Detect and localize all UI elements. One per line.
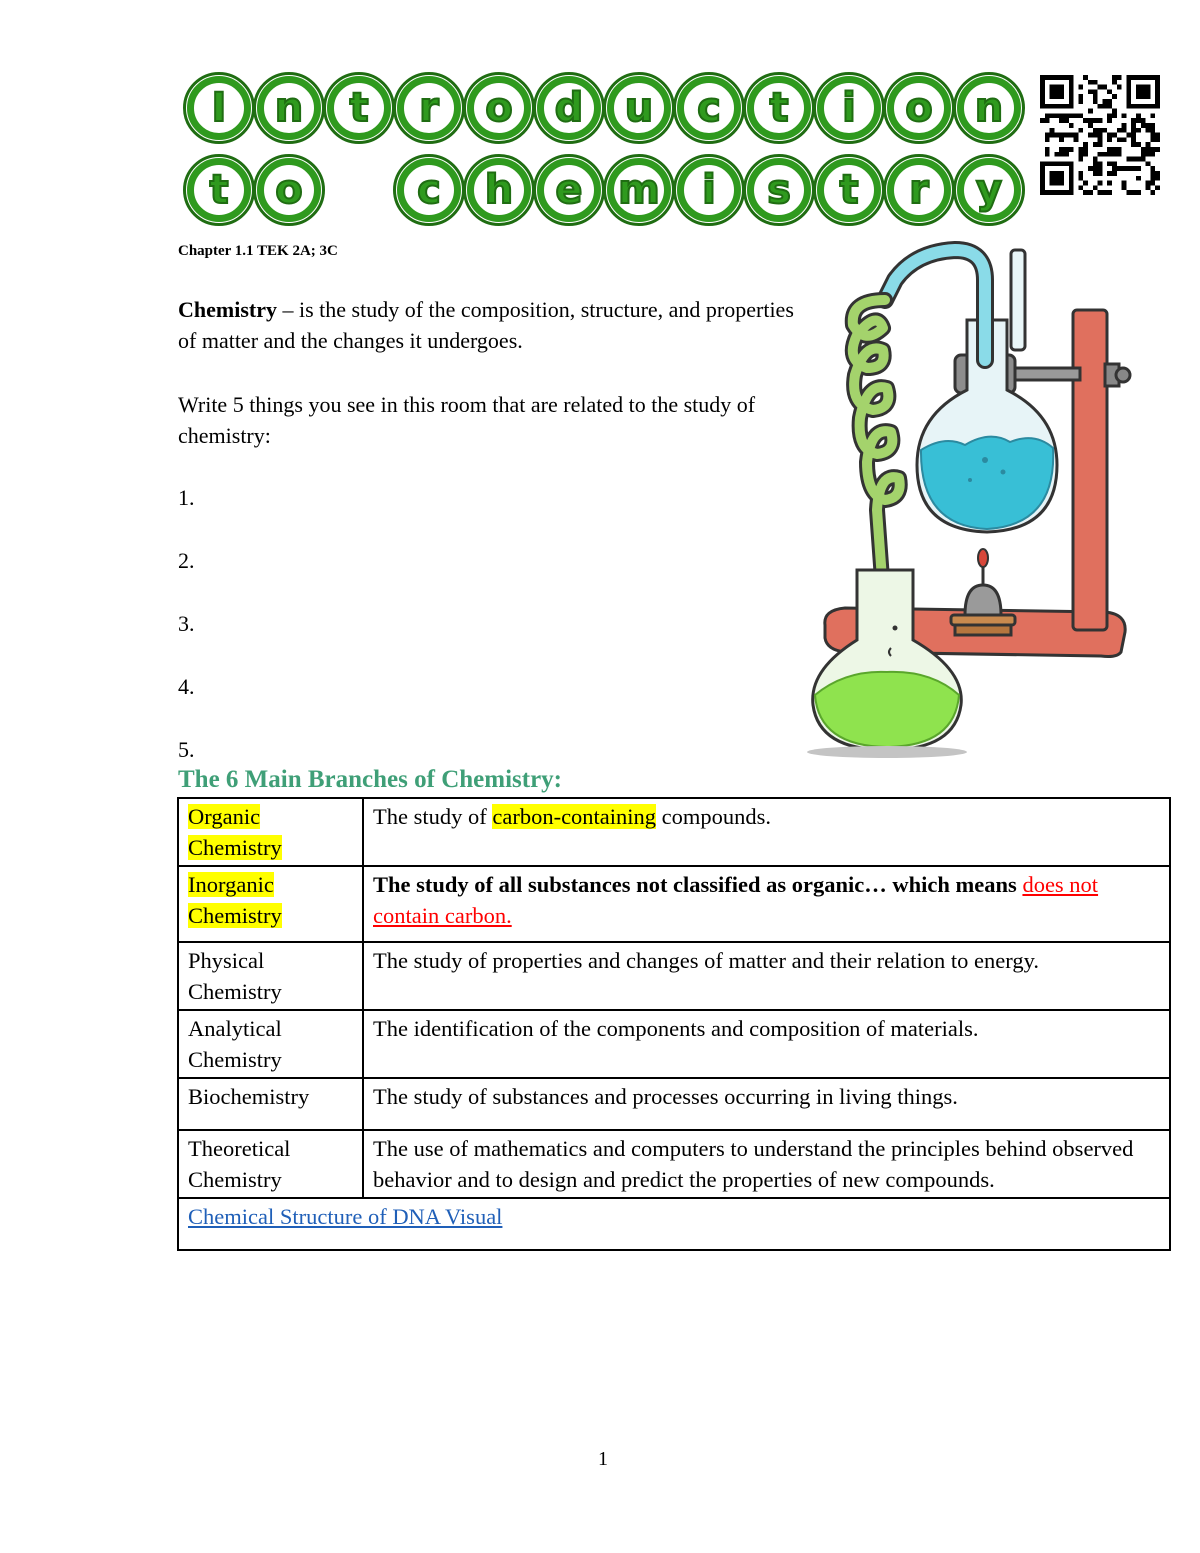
branch-desc-cell — [363, 942, 1170, 1010]
table-row — [178, 1198, 1170, 1250]
branch-name: Theoretical Chemistry — [188, 1136, 291, 1192]
branch-name: Organic Chemistry — [188, 804, 282, 860]
table-row — [178, 942, 1170, 1010]
branch-desc: The study of all substances not classified as organic… which means — [373, 872, 1023, 897]
room-prompt: Write 5 things you see in this room that are related to the study of chemistry: — [178, 392, 756, 448]
branch-desc-cell — [363, 1078, 1170, 1130]
table-row — [178, 798, 1170, 866]
title-letter: t — [323, 72, 395, 144]
qr-code-icon[interactable] — [1040, 75, 1160, 195]
chapter-label: Chapter 1.1 TEK 2A; 3C — [178, 243, 338, 259]
branch-desc: The study of properties and changes of matter and their relation to energy. — [373, 948, 1040, 973]
title-letter: o — [463, 72, 535, 144]
branch-name: Physical Chemistry — [188, 948, 282, 1004]
title-letter: c — [393, 154, 465, 226]
branch-name-cell — [178, 798, 363, 866]
list-number: 1. — [178, 485, 195, 510]
list-number: 4. — [178, 674, 195, 699]
branch-name-cell — [178, 866, 363, 942]
title-letter: i — [673, 154, 745, 226]
branch-desc-end: compounds. — [656, 804, 772, 829]
branch-name-cell — [178, 1130, 363, 1198]
title-letter: h — [463, 154, 535, 226]
list-number: 3. — [178, 611, 195, 636]
title-letter: n — [253, 72, 325, 144]
branch-desc-cell — [363, 798, 1170, 866]
title-letter: o — [253, 154, 325, 226]
title-line-2 — [183, 154, 1023, 226]
title-letter: t — [813, 154, 885, 226]
definition-text: – is the study of the composition, structure, and properties of matter and the changes it undergoes. — [178, 297, 794, 353]
page-number: 1 — [598, 1448, 608, 1470]
title-letter: t — [743, 72, 815, 144]
link-cell — [178, 1198, 1170, 1250]
branch-desc: The study of — [373, 804, 493, 829]
branch-name: Analytical Chemistry — [188, 1016, 282, 1072]
red-emphasis-text: does not contain carbon. — [373, 872, 1099, 928]
dna-visual-link[interactable]: Chemical Structure of DNA Visual — [188, 1204, 503, 1229]
title-letter: d — [533, 72, 605, 144]
branch-name: Biochemistry — [188, 1084, 310, 1109]
branches-table — [177, 797, 1171, 1251]
title-letter: m — [603, 154, 675, 226]
chemistry-definition — [178, 294, 798, 356]
branch-name-cell — [178, 942, 363, 1010]
branch-name: Inorganic Chemistry — [188, 872, 282, 928]
list-number: 5. — [178, 737, 195, 762]
title-letter: t — [183, 154, 255, 226]
title-space — [323, 154, 395, 226]
branch-name-cell — [178, 1078, 363, 1130]
table-row — [178, 1078, 1170, 1130]
table-row — [178, 1010, 1170, 1078]
branch-desc: The use of mathematics and computers to understand the principles behind observed behavior and to design and predict the properties of new compounds. — [373, 1136, 1134, 1192]
title-letter: r — [883, 154, 955, 226]
title-letter: s — [743, 154, 815, 226]
title-letter: n — [953, 72, 1025, 144]
branch-desc: The identification of the components and composition of materials. — [373, 1016, 979, 1041]
definition-term: Chemistry — [178, 297, 277, 322]
branch-name-cell — [178, 1010, 363, 1078]
title-letter: c — [673, 72, 745, 144]
highlight-text: carbon-containing — [492, 804, 657, 829]
table-row — [178, 866, 1170, 942]
branch-desc-cell — [363, 866, 1170, 942]
lab-apparatus-illustration — [805, 240, 1145, 760]
branches-heading: The 6 Main Branches of Chemistry: — [178, 766, 562, 793]
branch-desc: The study of substances and processes occurring in living things. — [373, 1084, 958, 1109]
title-letter: r — [393, 72, 465, 144]
branch-desc-cell — [363, 1010, 1170, 1078]
title-letter: e — [533, 154, 605, 226]
table-row — [178, 1130, 1170, 1198]
title-letter: I — [183, 72, 255, 144]
title-letter: i — [813, 72, 885, 144]
title-letter: u — [603, 72, 675, 144]
list-number: 2. — [178, 548, 195, 573]
title-letter: y — [953, 154, 1025, 226]
title-line-1 — [183, 72, 1023, 144]
title-letter: o — [883, 72, 955, 144]
branch-desc-cell — [363, 1130, 1170, 1198]
